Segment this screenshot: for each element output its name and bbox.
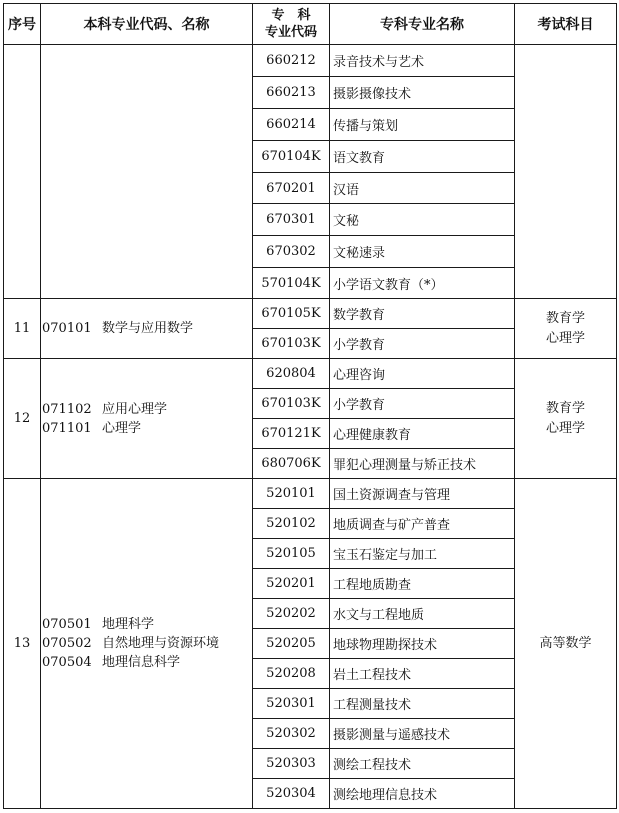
- undergrad-code: 071102: [42, 401, 92, 417]
- diploma-code: 520105: [253, 539, 330, 569]
- diploma-code: 670103K: [253, 329, 330, 359]
- diploma-code: 570104K: [253, 268, 330, 299]
- undergrad-major: [42, 419, 252, 438]
- header-undergrad: 本科专业代码、名称: [41, 4, 253, 45]
- diploma-name: 摄影摄像技术: [330, 77, 515, 109]
- diploma-name: 测绘工程技术: [330, 749, 515, 779]
- undergrad-code: 070504: [42, 655, 92, 670]
- table-row: [4, 359, 617, 389]
- undergrad-majors: [41, 299, 253, 359]
- diploma-code: 680706K: [253, 449, 330, 479]
- diploma-code: 660212: [253, 45, 330, 77]
- diploma-name: 录音技术与艺术: [330, 45, 515, 77]
- diploma-name: 传播与策划: [330, 109, 515, 141]
- table-row: [4, 45, 617, 77]
- group-seq: 12: [4, 359, 41, 479]
- exam-subjects: [515, 479, 617, 809]
- diploma-code: 670103K: [253, 389, 330, 419]
- undergrad-name: 地理信息科学: [102, 655, 181, 670]
- header-diploma-code: [253, 4, 330, 45]
- diploma-code: 670302: [253, 236, 330, 268]
- diploma-name: 罪犯心理测量与矫正技术: [330, 449, 515, 479]
- undergrad-majors: [41, 479, 253, 809]
- header-diploma-name: 专科专业名称: [330, 4, 515, 45]
- undergrad-major: [42, 634, 252, 653]
- undergrad-code: 070502: [42, 636, 92, 651]
- diploma-code: 520202: [253, 599, 330, 629]
- diploma-code: 520208: [253, 659, 330, 689]
- diploma-name: 文秘: [330, 204, 515, 236]
- undergrad-name: 地理科学: [102, 617, 155, 632]
- exam-subjects: [515, 359, 617, 479]
- exam-subjects: [515, 299, 617, 359]
- diploma-code: 670104K: [253, 141, 330, 173]
- undergrad-name: 自然地理与资源环境: [102, 636, 220, 651]
- diploma-code: 520205: [253, 629, 330, 659]
- header-diploma-code-line2: 专业代码: [264, 25, 317, 40]
- diploma-name: 工程地质勘查: [330, 569, 515, 599]
- diploma-code: 520102: [253, 509, 330, 539]
- exam-subject: 教育学: [545, 400, 585, 416]
- diploma-code: 660213: [253, 77, 330, 109]
- undergrad-majors: [41, 359, 253, 479]
- diploma-name: 小学教育: [330, 389, 515, 419]
- diploma-name: 摄影测量与遥感技术: [330, 719, 515, 749]
- undergrad-code: 071101: [42, 420, 92, 436]
- diploma-name: 小学教育: [330, 329, 515, 359]
- major-table: [3, 3, 617, 809]
- diploma-name: 汉语: [330, 173, 515, 204]
- header-row: [4, 4, 617, 45]
- diploma-name: 宝玉石鉴定与加工: [330, 539, 515, 569]
- diploma-code: 670121K: [253, 419, 330, 449]
- undergrad-name: 数学与应用数学: [102, 321, 194, 336]
- undergrad-major: [42, 615, 252, 634]
- exam-subject: 教育学: [545, 310, 585, 326]
- header-diploma-code-line1: 专 科: [271, 8, 311, 23]
- table-row: [4, 299, 617, 329]
- header-seq: 序号: [4, 4, 41, 45]
- diploma-code: 620804: [253, 359, 330, 389]
- exam-subjects: [515, 45, 617, 299]
- diploma-name: 心理健康教育: [330, 419, 515, 449]
- undergrad-majors: [41, 45, 253, 299]
- group-seq: [4, 45, 41, 299]
- undergrad-major: [42, 653, 252, 672]
- diploma-name: 工程测量技术: [330, 689, 515, 719]
- exam-subject: 心理学: [545, 330, 585, 346]
- undergrad-code: 070101: [42, 321, 92, 336]
- diploma-name: 国土资源调查与管理: [330, 479, 515, 509]
- table-row: [4, 479, 617, 509]
- diploma-name: 文秘速录: [330, 236, 515, 268]
- diploma-code: 670105K: [253, 299, 330, 329]
- diploma-code: 670201: [253, 173, 330, 204]
- diploma-name: 心理咨询: [330, 359, 515, 389]
- group-seq: 11: [4, 299, 41, 359]
- exam-subject: 心理学: [545, 420, 585, 436]
- diploma-code: 520302: [253, 719, 330, 749]
- undergrad-name: 应用心理学: [102, 401, 168, 417]
- diploma-name: 地球物理勘探技术: [330, 629, 515, 659]
- undergrad-major: [42, 319, 252, 338]
- diploma-code: 520303: [253, 749, 330, 779]
- diploma-name: 岩土工程技术: [330, 659, 515, 689]
- diploma-code: 520201: [253, 569, 330, 599]
- header-exam: 考试科目: [515, 4, 617, 45]
- diploma-name: 水文与工程地质: [330, 599, 515, 629]
- diploma-code: 520304: [253, 779, 330, 809]
- diploma-code: 660214: [253, 109, 330, 141]
- group-seq: 13: [4, 479, 41, 809]
- diploma-name: 数学教育: [330, 299, 515, 329]
- diploma-name: 地质调查与矿产普查: [330, 509, 515, 539]
- diploma-name: 语文教育: [330, 141, 515, 173]
- diploma-code: 520101: [253, 479, 330, 509]
- diploma-code: 520301: [253, 689, 330, 719]
- undergrad-major: [42, 400, 252, 419]
- diploma-code: 670301: [253, 204, 330, 236]
- undergrad-name: 心理学: [102, 420, 142, 436]
- diploma-name: 测绘地理信息技术: [330, 779, 515, 809]
- diploma-name: 小学语文教育（*）: [330, 268, 515, 299]
- exam-subject: 高等数学: [539, 635, 592, 651]
- undergrad-code: 070501: [42, 617, 92, 632]
